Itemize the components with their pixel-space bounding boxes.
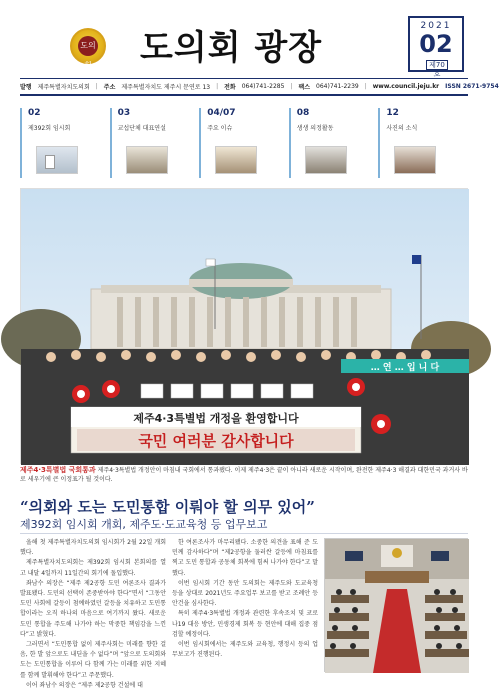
address: 제주특별자치도 제주시 문연로 13 bbox=[121, 84, 211, 91]
toc-item[interactable] bbox=[110, 108, 200, 178]
issue-year: 2021 bbox=[420, 21, 452, 31]
toc-item[interactable] bbox=[378, 108, 468, 178]
fax: 064)741-2239 bbox=[316, 83, 359, 90]
website-url[interactable]: www.council.jeju.kr bbox=[372, 83, 440, 90]
fax-label: 팩스 bbox=[298, 84, 311, 91]
publisher: 제주특별자치도의회 bbox=[37, 84, 90, 91]
plenary-hall-image bbox=[325, 539, 469, 673]
toc-label: 사진의 소식 bbox=[386, 125, 418, 132]
paragraph: 이번 임시회에서는 제주도와 교육청, 행정시 등의 업무보고가 진행된다. bbox=[172, 641, 318, 659]
seal-emblem: 도의회 bbox=[78, 36, 98, 56]
paragraph: 이번 임시회 기간 동안 도의회는 제주도와 도교육청 등을 상대로 2021년도 주요업무 보고를 받고 조례안 등 안건을 심사한다. bbox=[172, 579, 318, 608]
national-assembly-rally-image bbox=[21, 189, 469, 465]
masthead bbox=[0, 0, 488, 78]
publisher-label: 발행 bbox=[20, 84, 32, 91]
publication-info-bar: 발행 제주특별자치도의회 | 주소 제주특별자치도 제주시 문연로 13 | 전화 064)741-2285 | 팩스 064)741-2239 | www.council.jeju.kr ISSN 2671-9754 bbox=[20, 78, 468, 92]
newsletter-title: 도의회 광장 bbox=[140, 28, 323, 68]
paragraph: 올해 첫 제주특별자치도의회 임시회가 2월 22일 개회했다. bbox=[20, 539, 166, 557]
caption-body: 제주4·3특별법 개정안이 마침내 국회에서 통과됐다. 이제 제주4·3은 끝이 아니라 새로운 시작이며, 완전한 제주4·3 해결과 대한민국 과거사 바로 세우기에 큰 이정표가 될 것이다. bbox=[20, 467, 468, 483]
headline-rule bbox=[20, 533, 468, 534]
toc-thumbnail bbox=[394, 146, 436, 174]
article-column-1 bbox=[20, 538, 166, 691]
toc-label: 교섭단체 대표연설 bbox=[117, 125, 166, 132]
phone: 064)741-2285 bbox=[241, 83, 285, 90]
toc-item[interactable] bbox=[199, 108, 289, 178]
banner-main-text: 국민 여러분 감사합니다 bbox=[138, 432, 294, 450]
paragraph: 한 여론조사가 마무리됐다. 소중한 의견을 표해 준 도민께 감사하다”며 “제2공항을 둘러싼 갈등에 마침표를 찍고 도민 통합과 공동체 회복에 힘써 나가야 한다”고 말했다. bbox=[172, 539, 318, 577]
phone-label: 전화 bbox=[224, 84, 236, 91]
address-label: 주소 bbox=[103, 84, 116, 91]
banner-top-text: 제주4·3특별법 개정을 환영합니다 bbox=[133, 412, 299, 425]
toc-item[interactable] bbox=[20, 108, 110, 178]
issn: ISSN 2671-9754 bbox=[445, 83, 499, 90]
article-headline: “의회와 도는 도민통합 이뤄야 할 의무 있어” bbox=[20, 498, 315, 516]
caption-heading: 제주4·3특별법 국회통과 bbox=[20, 466, 96, 474]
paragraph: 좌남수 의장은 “제주 제2공항 도민 여론조사 결과가 발표됐다. 도민의 선택이 존중받아야 한다”면서 “그동안 도민 사회에 갈등이 첨예하였던 갈등을 치유하고 도민통합이라는 오직 하나의 마음으로 여기까지 왔다. 새로운 도민 통합을 주도해 나가야 하는 막중한 책임감을 느낀다”고 밝혔다. bbox=[20, 579, 166, 638]
masthead-divider bbox=[20, 94, 468, 96]
paragraph: 이어 좌남수 의장은 “제주 제2공항 건설에 대 bbox=[26, 681, 143, 689]
article-column-2 bbox=[172, 538, 318, 660]
photo-caption bbox=[20, 466, 468, 492]
article-subhead: 제392회 임시회 개회, 제주도·도교육청 등 업무보고 bbox=[20, 518, 268, 531]
toc-label: 생생 의정활동 bbox=[296, 125, 334, 132]
paragraph: 제주특별자치도의회는 제392회 임시회 본회의를 열고 내달 4일까지 11일간의 회기에 돌입했다. bbox=[20, 559, 166, 577]
toc-page-number: 02 bbox=[28, 108, 41, 118]
issue-box bbox=[408, 16, 464, 78]
toc-page-number: 04/07 bbox=[207, 108, 236, 118]
toc-item[interactable] bbox=[289, 108, 379, 178]
contents-strip bbox=[20, 108, 468, 178]
toc-page-number: 03 bbox=[117, 108, 131, 118]
issue-month: 02 bbox=[419, 30, 453, 58]
toc-label: 제392회 임시회 bbox=[28, 125, 71, 132]
paragraph: 특히 제주4·3특별법 개정과 관련한 후속조치 및 코로나19 대응 방안, 민생경제 회복 등 현안에 대해 집중 점검할 예정이다. bbox=[172, 610, 318, 638]
toc-page-number: 08 bbox=[296, 108, 310, 118]
toc-thumbnail bbox=[36, 146, 78, 174]
toc-thumbnail bbox=[126, 146, 168, 174]
teal-sign-text: … 연 … 입 니 다 bbox=[370, 363, 440, 373]
toc-label: 주요 이슈 bbox=[207, 125, 233, 132]
issue-number: 제70호 bbox=[426, 60, 448, 70]
toc-page-number: 12 bbox=[386, 108, 399, 118]
main-photo bbox=[20, 188, 468, 464]
paragraph: 그러면서 “도민통합 없이 제주사회는 미래를 향한 걸음, 한 발 앞으로도 내딛을 수 없다”며 “앞으로 도의회와 도는 도민통합을 이루어 다 함께 가는 미래를 위한 지혜를 함께 발휘해야 한다”고 주문했다. bbox=[20, 641, 166, 679]
toc-thumbnail bbox=[215, 146, 257, 174]
toc-thumbnail bbox=[305, 146, 347, 174]
council-seal-logo bbox=[70, 28, 106, 70]
plenary-session-photo bbox=[324, 538, 468, 672]
